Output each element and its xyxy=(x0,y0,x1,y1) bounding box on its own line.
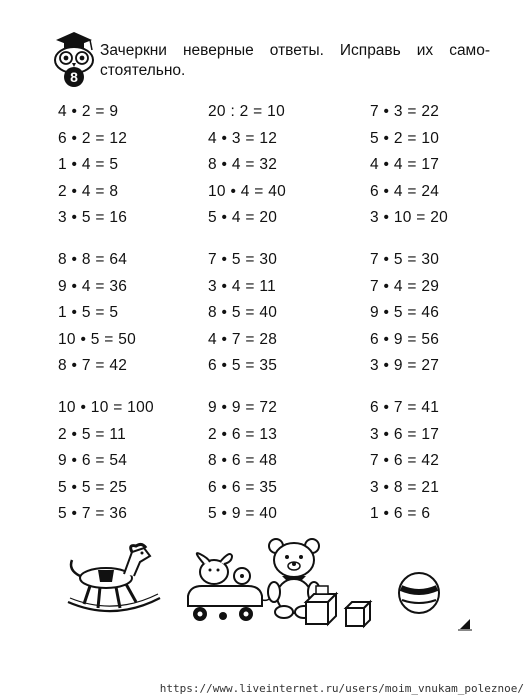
equation-item: 4 • 2 = 9 xyxy=(58,103,119,120)
equation-item: 6 • 4 = 24 xyxy=(370,182,440,200)
equation-item: 6 • 5 = 35 xyxy=(208,357,278,374)
equation-item: 1 • 5 = 5 xyxy=(58,304,119,321)
equation-item: 1 • 6 = 6 xyxy=(370,505,431,522)
equation-item: 9 • 9 = 72 xyxy=(208,399,278,416)
page-corner-icon xyxy=(458,617,472,631)
equation-item: 5 • 7 = 36 xyxy=(58,505,128,522)
rocking-horse-icon xyxy=(64,540,164,620)
equation-item: 7 • 3 = 22 xyxy=(370,103,440,120)
equation-item: 6 • 7 = 41 xyxy=(370,399,440,416)
equation-item: 3 • 10 = 20 xyxy=(370,209,449,226)
equation-item: 3 • 4 = 11 xyxy=(208,277,277,295)
equation-item: 8 • 7 = 42 xyxy=(58,357,128,374)
task-instruction: Зачеркни неверные ответы. Исправь их само-стоятельно. xyxy=(100,42,490,79)
equation-item: 5 • 5 = 25 xyxy=(58,478,128,496)
equation-item: 3 • 8 = 21 xyxy=(370,478,440,496)
equation-item: 3 • 6 = 17 xyxy=(370,425,440,443)
equation-item: 1 • 4 = 5 xyxy=(58,156,119,173)
equation-item: 10 • 10 = 100 xyxy=(58,399,154,416)
equation-item: 5 • 9 = 40 xyxy=(208,505,278,522)
equation-item: 20 : 2 = 10 xyxy=(208,103,285,120)
equation-item: 9 • 5 = 46 xyxy=(370,304,440,321)
equation-item: 4 • 7 = 28 xyxy=(208,330,278,348)
equation-item: 8 • 5 = 40 xyxy=(208,304,278,321)
equation-item: 5 • 4 = 20 xyxy=(208,209,278,226)
equation-item: 7 • 5 = 30 xyxy=(208,251,278,268)
equation-item: 8 • 4 = 32 xyxy=(208,156,278,173)
equation-item: 5 • 2 = 10 xyxy=(370,129,440,147)
equation-item: 7 • 6 = 42 xyxy=(370,452,440,469)
equation-item: 10 • 4 = 40 xyxy=(208,182,287,200)
equation-item: 8 • 6 = 48 xyxy=(208,452,278,469)
equation-item: 2 • 4 = 8 xyxy=(58,182,119,200)
equation-item: 3 • 5 = 16 xyxy=(58,209,128,226)
equation-item: 2 • 5 = 11 xyxy=(58,425,127,443)
equation-item: 8 • 8 = 64 xyxy=(58,251,128,268)
task-number: 8 xyxy=(70,69,78,85)
source-url[interactable]: https://www.liveinternet.ru/users/moim_vnukam_poleznoe/ xyxy=(159,682,524,695)
equation-item: 6 • 6 = 35 xyxy=(208,478,278,496)
equation-item: 3 • 9 = 27 xyxy=(370,357,440,374)
owl-badge-icon xyxy=(50,30,96,88)
equation-item: 10 • 5 = 50 xyxy=(58,330,137,348)
equation-item: 9 • 4 = 36 xyxy=(58,277,128,295)
equation-item: 6 • 2 = 12 xyxy=(58,129,128,147)
equation-item: 9 • 6 = 54 xyxy=(58,452,128,469)
toy-blocks-icon xyxy=(300,584,376,636)
equation-item: 2 • 6 = 13 xyxy=(208,425,278,443)
equation-item: 4 • 3 = 12 xyxy=(208,129,278,147)
equation-item: 4 • 4 = 17 xyxy=(370,156,440,173)
equation-item: 7 • 4 = 29 xyxy=(370,277,440,295)
ball-icon xyxy=(396,570,442,616)
equation-item: 7 • 5 = 30 xyxy=(370,251,440,268)
equation-item: 6 • 9 = 56 xyxy=(370,330,440,348)
